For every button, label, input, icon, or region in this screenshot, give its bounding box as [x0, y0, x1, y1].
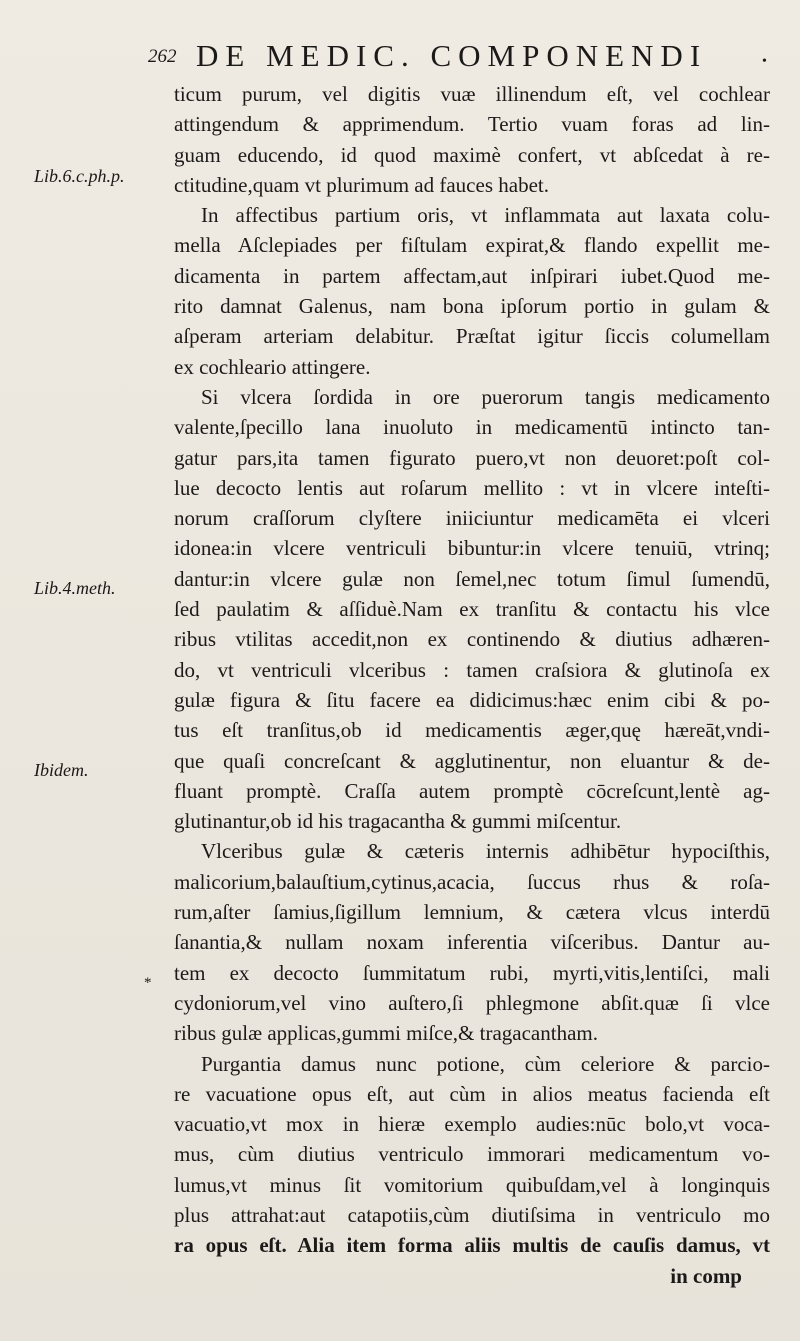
text-line: tem ex decocto ſummitatum rubi, myrti,vitis,lentiſci, mali	[174, 960, 770, 985]
text-line: lue decocto lentis aut roſarum mellito : vt in vlcere inteſti-	[174, 475, 770, 500]
text-line: attingendum & apprimendum. Tertio vuam foras ad lin-	[174, 112, 770, 137]
text-line: ribus vtilitas accedit,non ex continendo & diutius adhæren-	[174, 627, 770, 652]
margin-star-mark: *	[144, 975, 152, 991]
text-line: plus attrahat:aut catapotiis,cùm diutiſsima in ventriculo mo	[174, 1202, 770, 1227]
text-line: ex cochleario attingere.	[174, 354, 371, 379]
text-line: ticum purum, vel digitis vuæ illinendum eſt, vel cochlear	[174, 82, 770, 106]
text-line: Vlceribus gulæ & cæteris internis adhibētur hypociſthis,	[201, 839, 770, 864]
text-line: dantur:in vlcere gulæ non ſemel,nec totum ſimul ſumendū,	[174, 566, 770, 591]
text-line: gatur pars,ita tamen figurato puero,vt non deuoret:poſt col-	[174, 445, 770, 470]
page-header	[148, 38, 768, 78]
text-line: ſed paulatim & aſſiduè.Nam ex tranſitu & contactu his vlce	[174, 597, 770, 622]
text-line: lumus,vt minus ſit vomitorium quibuſdam,vel à longinquis	[174, 1172, 770, 1197]
text-line: aſperam arteriam delabitur. Præſtat igitur ſiccis columellam	[174, 324, 770, 349]
text-line: mella Aſclepiades per fiſtulam expirat,& flando expellit me-	[174, 233, 770, 258]
text-line: ſanantia,& nullam noxam inferentia viſceribus. Dantur au-	[174, 930, 770, 955]
text-line: norum craſſorum clyſtere iniiciuntur medicamēta ei vlceri	[174, 506, 770, 531]
text-line: do, vt ventriculi vlceribus : tamen craſsiora & glutinoſa ex	[174, 657, 770, 682]
margin-note-ibidem: Ibidem.	[34, 760, 89, 780]
text-line: Purgantia damus nunc potione, cùm celeriore & parcio-	[201, 1051, 770, 1076]
text-line: gulæ figura & ſitu facere ea didicimus:hæc enim cibi & po-	[174, 687, 770, 712]
text-line: que quaſi concreſcant & agglutinentur, non eluantur & de-	[174, 748, 770, 773]
text-line: ctitudine,quam vt plurimum ad fauces habet.	[174, 172, 549, 197]
text-line: rito damnat Galenus, nam bona ipſorum portio in gulam &	[174, 294, 770, 319]
text-line: idonea:in vlcere ventriculi bibuntur:in vlcere tenuiū, vtrinq;	[174, 536, 770, 561]
margin-note-lib6: Lib.6.c.ph.p.	[34, 166, 125, 186]
margin-note-lib4-meth: Lib.4.meth.	[34, 578, 116, 598]
corner-dot-mark: •	[762, 54, 767, 69]
text-line: Si vlcera ſordida in ore puerorum tangis medicamento	[201, 384, 770, 409]
text-line: dicamenta in partem affectam,aut inſpirari iubet.Quod me-	[174, 263, 770, 288]
text-line: mus, cùm diutius ventriculo immorari medicamentum vo-	[174, 1142, 770, 1167]
text-line: fluant promptè. Craſſa autem promptè cōcreſcunt,lentè ag-	[174, 778, 770, 803]
text-line: re vacuatione opus eſt, aut cùm in alios meatus facienda eſt	[174, 1081, 770, 1106]
text-line: rum,aſter ſamius,ſigillum lemnium, & cætera vlcus interdū	[174, 900, 770, 925]
text-line: ribus gulæ applicas,gummi miſce,& tragacantham.	[174, 1021, 598, 1046]
text-line: tus eſt tranſitus,ob id medicamentis æger,quę hæreāt,vndi-	[174, 718, 770, 743]
text-line: vacuatio,vt mox in hieræ exemplo audies:nūc bolo,vt voca-	[174, 1112, 770, 1137]
text-line: ra opus eſt. Alia item forma aliis multis de cauſis damus, vt	[174, 1233, 770, 1258]
catchword: in comp	[670, 1263, 742, 1288]
running-title: DE MEDIC. COMPONENDI	[196, 38, 708, 73]
body-text	[174, 79, 770, 1291]
text-line: cydoniorum,vel vino auſtero,ſi phlegmone abſit.quæ ſi vlce	[174, 990, 770, 1015]
page-number: 262	[148, 46, 177, 67]
text-line: guam educendo, id quod maximè confert, vt abſcedat à re-	[174, 142, 770, 167]
text-line: glutinantur,ob id his tragacantha & gummi miſcentur.	[174, 809, 622, 834]
text-line: valente,ſpecillo lana inuoluto in medicamentū intincto tan-	[174, 415, 770, 440]
text-line: malicorium,balauſtium,cytinus,acacia, ſuccus rhus & roſa-	[174, 869, 770, 894]
text-line: In affectibus partium oris, vt inflammata aut laxata colu-	[201, 203, 770, 228]
